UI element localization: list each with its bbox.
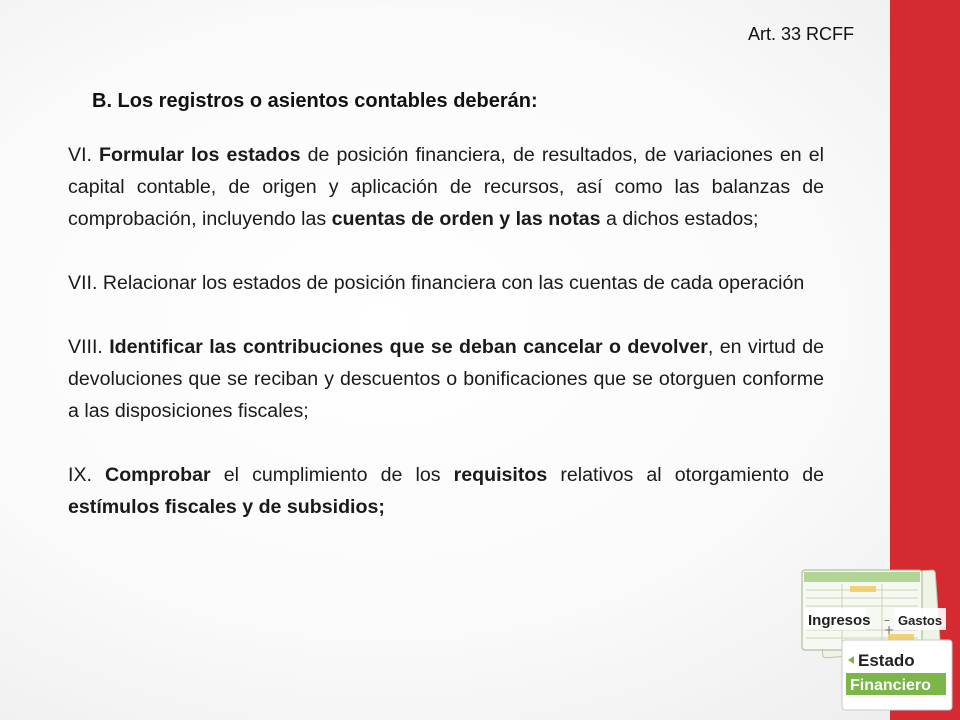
- text-run: VI.: [68, 144, 100, 166]
- paragraph-vii: [68, 267, 824, 299]
- minus-icon: –: [884, 613, 890, 627]
- text-run: a dichos estados;: [600, 208, 759, 230]
- slide-heading: B. Los registros o asientos contables deberán:: [92, 90, 538, 112]
- text-run-bold: Formular los estados: [99, 144, 301, 166]
- logo-estado-label: Estado: [858, 651, 915, 670]
- text-run: relativos al otorgamiento de: [547, 464, 824, 486]
- text-run-bold: Identificar las contribuciones que se deban cancelar o devolver: [109, 336, 708, 358]
- logo-gastos-label: Gastos: [898, 613, 943, 628]
- estado-financiero-logo: [798, 564, 958, 714]
- text-run: , en virtud de devoluciones que se reciban y descuentos o bonificaciones que se otorguen conforme a las disposiciones fiscales;: [68, 336, 824, 422]
- text-run-bold: cuentas de orden y las notas: [331, 208, 601, 230]
- logo-financiero-label: Financiero: [850, 677, 931, 694]
- text-run-bold: estímulos fiscales y de subsidios;: [68, 496, 385, 518]
- text-run: de posición financiera, de resultados, de variaciones en el capital contable, de origen y aplicación de recursos, así como las balanzas de comprobación, incluyendo las: [68, 144, 824, 230]
- paragraph-ix: [68, 459, 824, 523]
- text-run: IX.: [68, 464, 106, 486]
- paragraph-viii: [68, 331, 824, 427]
- paragraph-vi: [68, 139, 824, 235]
- plus-icon: +: [884, 623, 895, 637]
- logo-ingresos-label: Ingresos: [808, 612, 871, 629]
- text-run-bold: Comprobar: [105, 464, 211, 486]
- text-run: el cumplimiento de los: [210, 464, 454, 486]
- text-run-bold: requisitos: [453, 464, 548, 486]
- text-run: VII. Relacionar los estados de posición financiera con las cuentas de cada operación: [68, 272, 805, 294]
- body-text: [68, 139, 824, 555]
- article-reference: Art. 33 RCFF: [748, 24, 855, 44]
- text-run: VIII.: [68, 336, 110, 358]
